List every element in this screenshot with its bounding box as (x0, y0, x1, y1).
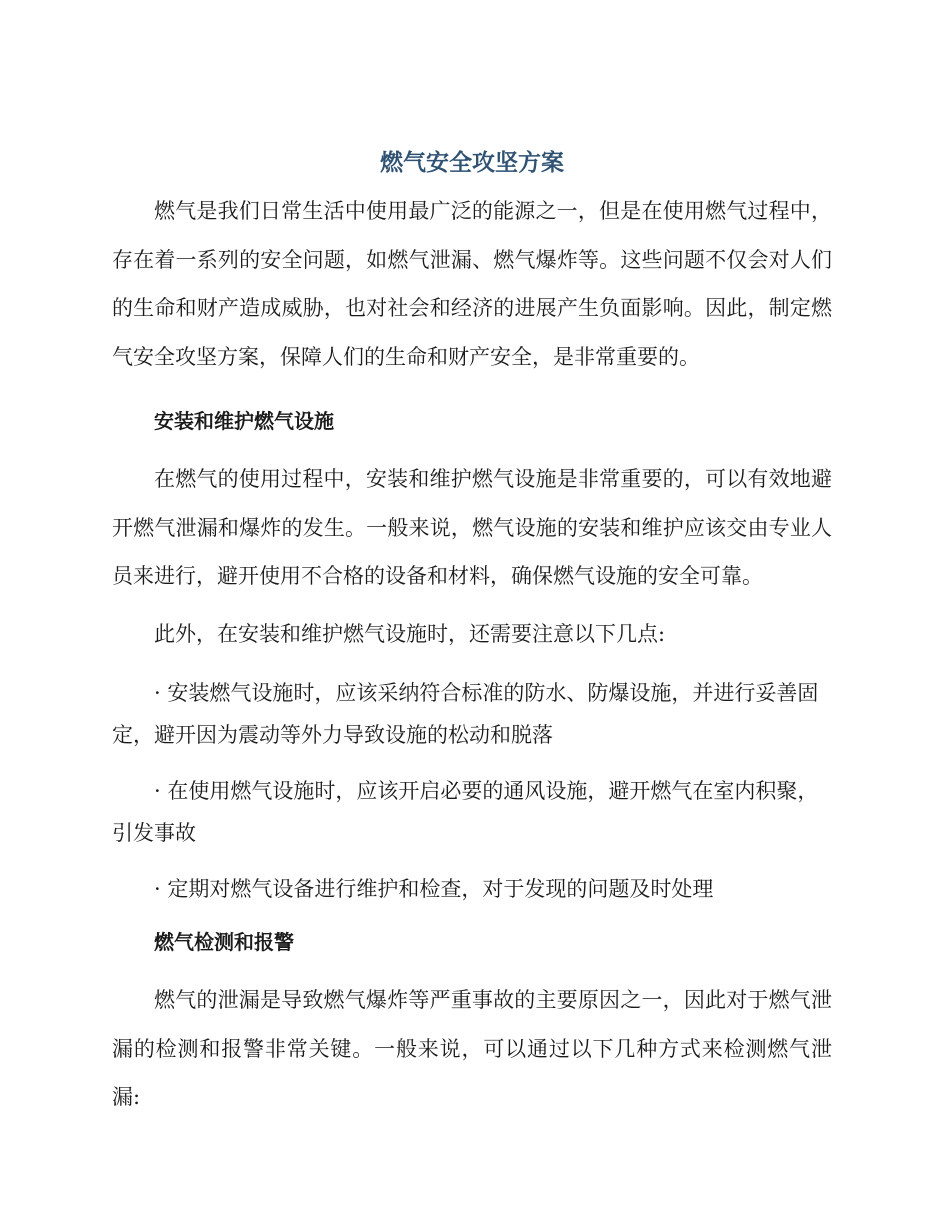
detection-paragraph: 燃气的泄漏是导致燃气爆炸等严重事故的主要原因之一，因此对于燃气泄漏的检测和报警非常关键。一般来说，可以通过以下几种方式来检测燃气泄漏: (112, 988, 832, 1109)
document-page (112, 145, 832, 1122)
section-heading-detection: 燃气检测和报警 (154, 930, 294, 954)
installation-paragraph: 在燃气的使用过程中，安装和维护燃气设施是非常重要的，可以有效地避开燃气泄漏和爆炸的发生。一般来说，燃气设施的安装和维护应该交由专业人员来进行，避开使用不合格的设备和材料，确保燃气设施的安全可靠。 (112, 467, 832, 588)
bullet-item-1: · 安装燃气设施时，应该采纳符合标准的防水、防爆设施，并进行妥善固定，避开因为震动等外力导致设施的松动和脱落 (112, 681, 819, 747)
document-title: 燃气安全攻坚方案 (380, 150, 564, 176)
installation-notes-intro: 此外，在安装和维护燃气设施时，还需要注意以下几点: (154, 621, 666, 646)
section-heading-installation: 安装和维护燃气设施 (154, 409, 334, 433)
bullet-item-3: · 定期对燃气设备进行维护和检查，对于发现的问题及时处理 (154, 877, 714, 901)
bullet-item-2: · 在使用燃气设施时，应该开启必要的通风设施，避开燃气在室内积聚，引发事故 (112, 779, 819, 845)
intro-paragraph: 燃气是我们日常生活中使用最广泛的能源之一，但是在使用燃气过程中，存在着一系列的安全问题，如燃气泄漏、燃气爆炸等。这些问题不仅会对人们的生命和财产造成威胁，也对社会和经济的进展产生负面影响。因此，制定燃气安全攻坚方案，保障人们的生命和财产安全，是非常重要的。 (112, 199, 832, 369)
